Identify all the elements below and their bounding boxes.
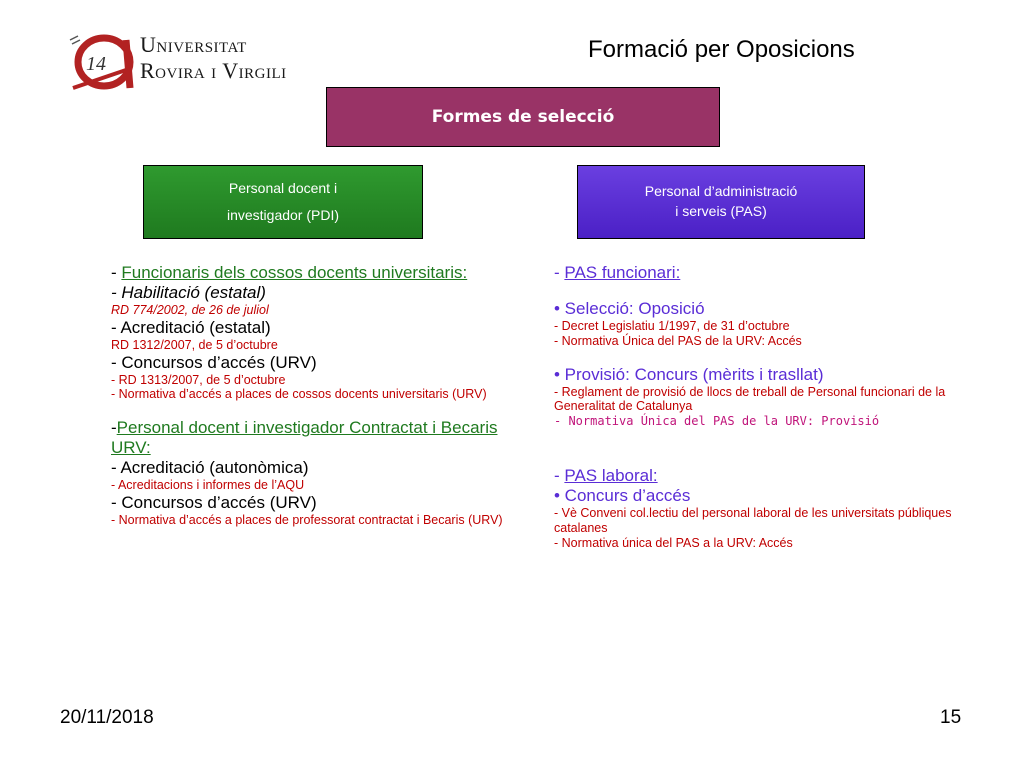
pdi-line1: Personal docent i xyxy=(228,180,338,197)
pas-funcionari-heading-text: PAS funcionari: xyxy=(564,263,681,282)
acreditacio-ref: RD 1312/2007, de 5 d’octubre xyxy=(111,337,278,352)
concursos: - Concursos d’accés (URV) xyxy=(111,352,317,372)
concursos-ref2: - Normativa d’accés a places de cossos docents universitaris (URV) xyxy=(111,387,487,402)
concurs-ref2: - Normativa única del PAS a la URV: Accés xyxy=(554,535,793,550)
formes-seleccio-label: Formes de selecció xyxy=(431,107,615,127)
concurs-acces: • Concurs d’accés xyxy=(554,486,691,506)
pdi-details xyxy=(111,263,521,528)
acreditacio-autonomica-ref: - Acreditacions i informes de l’AQU xyxy=(111,478,305,493)
concurs-ref1: - Vè Conveni col.lectiu del personal laboral de les universitats públiques catalanes xyxy=(554,506,952,536)
university-line2: Rovira i Virgili xyxy=(140,58,287,83)
pas-laboral-heading-text: PAS laboral: xyxy=(564,466,658,486)
university-name xyxy=(140,34,287,82)
provisio-concurs: • Provisió: Concurs (mèrits i trasllat) xyxy=(554,364,824,384)
funcionaris-heading xyxy=(111,263,521,283)
pdi-box xyxy=(143,165,423,239)
contractat-prefix: - xyxy=(111,418,117,438)
pas-funcionari-heading xyxy=(554,263,974,283)
contractat-heading-text: Personal docent i investigador Contractat i Becaris URV: xyxy=(111,418,498,458)
habilitacio-ref: RD 774/2002, de 26 de juliol xyxy=(111,303,269,318)
provisio-ref1: - Reglament de provisió de llocs de treball de Personal funcionari de la Generalitat de Catalunya xyxy=(554,384,946,414)
pas-box xyxy=(577,165,865,239)
footer-date: 20/11/2018 xyxy=(60,707,154,728)
funcionaris-heading-text: Funcionaris dels cossos docents universitaris: xyxy=(121,263,468,282)
contractat-heading xyxy=(111,418,521,458)
concursos-2: - Concursos d’accés (URV) xyxy=(111,493,317,513)
seleccio-ref2: - Normativa Única del PAS de la URV: Accés xyxy=(554,333,802,348)
formes-seleccio-box xyxy=(326,87,720,147)
seleccio-ref1: - Decret Legislatiu 1/1997, de 31 d’octubre xyxy=(554,319,790,334)
provisio-ref2: - Normativa Única del PAS de la URV: Provisió xyxy=(554,414,880,429)
pas-laboral-prefix: - xyxy=(554,466,565,486)
svg-text:14: 14 xyxy=(86,53,106,75)
concursos-2-ref: - Normativa d’accés a places de professorat contractat i Becaris (URV) xyxy=(111,513,503,528)
pas-details xyxy=(554,263,974,551)
pas-line2: i serveis (PAS) xyxy=(675,203,767,219)
urv-emblem-icon xyxy=(70,36,130,88)
university-line1: Universitat xyxy=(140,32,247,57)
acreditacio-autonomica: - Acreditació (autonòmica) xyxy=(111,458,309,478)
concursos-ref1: - RD 1313/2007, de 5 d’octubre xyxy=(111,372,286,387)
seleccio-oposicio: • Selecció: Oposició xyxy=(554,299,705,319)
pas-laboral-heading xyxy=(554,466,974,486)
slide-title: Formació per Oposicions xyxy=(588,36,855,63)
pas-line1: Personal d’administració xyxy=(644,183,798,200)
pdi-line2: investigador (PDI) xyxy=(226,207,340,223)
habilitacio: - Habilitació (estatal) xyxy=(111,283,266,303)
funcionaris-prefix: - xyxy=(111,263,122,282)
pas-funcionari-prefix: - xyxy=(554,263,565,282)
page-number: 15 xyxy=(940,707,962,728)
acreditacio: - Acreditació (estatal) xyxy=(111,317,271,337)
